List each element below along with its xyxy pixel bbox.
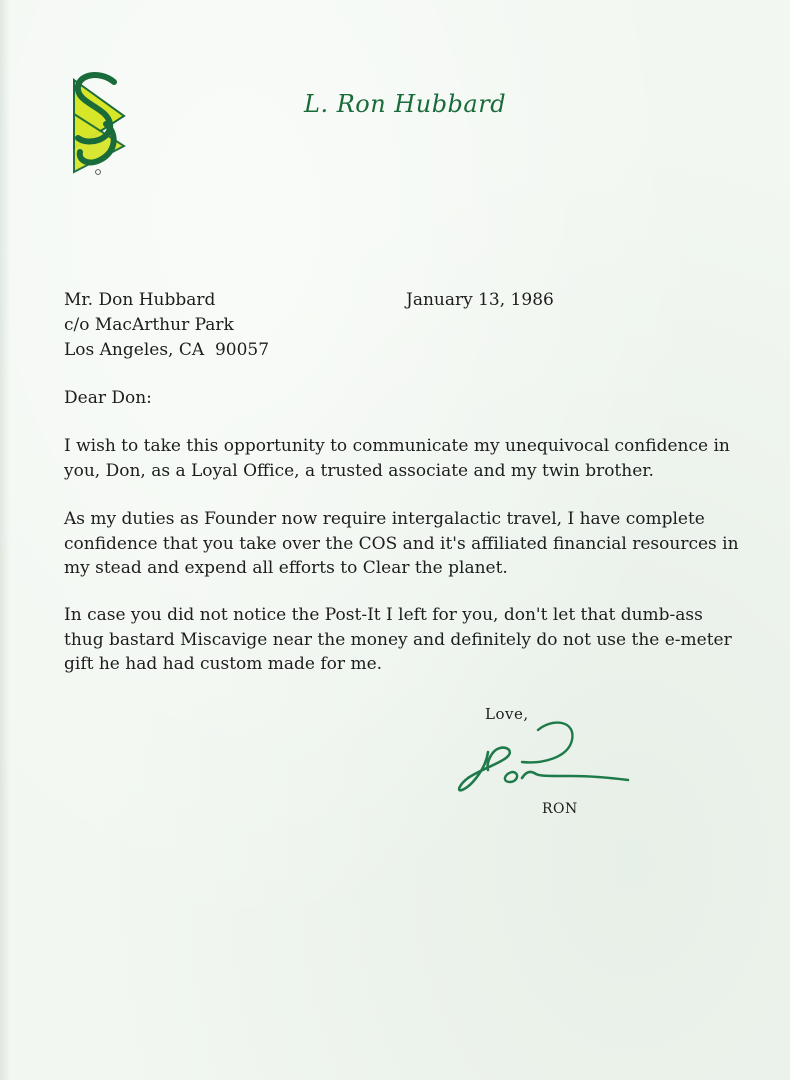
letterhead-name-text: L. Ron Hubbard bbox=[304, 90, 507, 118]
body-line: As my duties as Founder now require intergalactic travel, I have complete bbox=[64, 509, 705, 529]
body-line: thug bastard Miscavige near the money and definitely do not use the e-meter bbox=[64, 629, 732, 650]
body-paragraph bbox=[64, 507, 754, 581]
salutation: Dear Don: bbox=[64, 388, 152, 408]
body-line: you, Don, as a Loyal Office, a trusted associate and my twin brother. bbox=[64, 460, 654, 481]
recipient-line: Mr. Don Hubbard bbox=[64, 290, 216, 310]
paper-edge-shadow bbox=[0, 0, 10, 1080]
body-line: gift he had had custom made for me. bbox=[64, 654, 383, 674]
body-line: confidence that you take over the COS and it's affiliated financial resources in bbox=[64, 533, 739, 554]
body-paragraph bbox=[64, 434, 754, 483]
recipient-address bbox=[64, 288, 269, 363]
body-line: In case you did not notice the Post-It I left for you, don't let that dumb-ass bbox=[64, 605, 703, 625]
scientology-s-triangle-icon bbox=[62, 68, 142, 178]
recipient-line: Los Angeles, CA 90057 bbox=[64, 340, 270, 360]
handwritten-signature-icon bbox=[452, 712, 642, 802]
recipient-line: c/o MacArthur Park bbox=[64, 315, 234, 335]
body-line: my stead and expend all efforts to Clear the planet. bbox=[64, 558, 508, 578]
letter-date: January 13, 1986 bbox=[406, 290, 554, 310]
body-paragraph bbox=[64, 603, 754, 677]
letterhead-name bbox=[300, 84, 540, 124]
signer-name: RON bbox=[542, 801, 578, 817]
body-line: I wish to take this opportunity to communicate my unequivocal confidence in bbox=[64, 436, 730, 456]
closing: Love, bbox=[485, 705, 529, 723]
